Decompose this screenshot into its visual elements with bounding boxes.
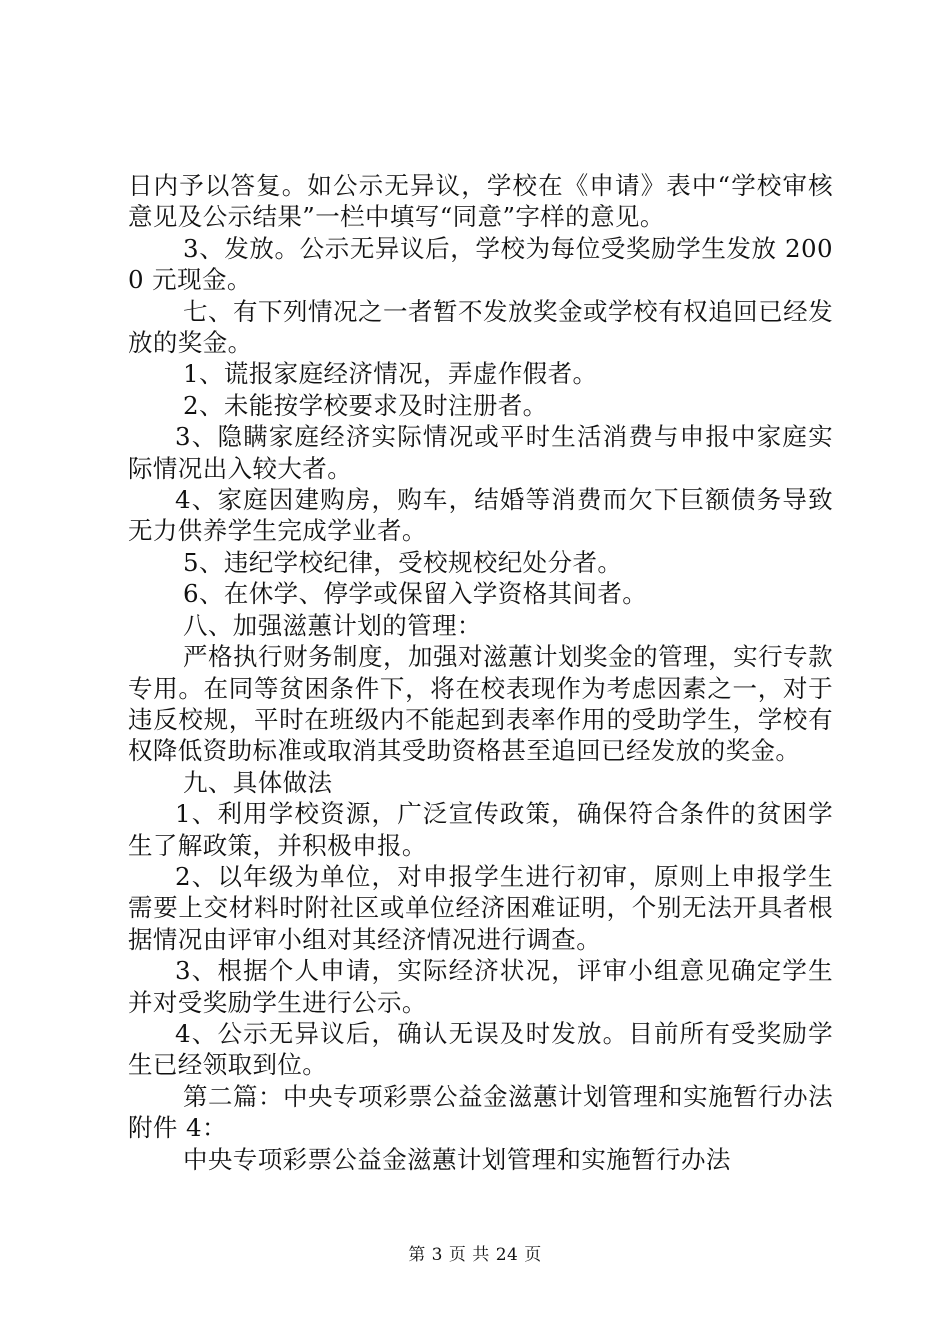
section-heading: 第二篇：中央专项彩票公益金滋蕙计划管理和实施暂行办法附件 4： [128, 1081, 833, 1143]
paragraph: 2、以年级为单位，对申报学生进行初审，原则上申报学生需要上交材料时附社区或单位经济困难证明，个别无法开具者根据情况由评审小组对其经济情况进行调查。 [128, 861, 833, 954]
section-heading: 八、加强滋蕙计划的管理： [183, 610, 482, 640]
document-title: 中央专项彩票公益金滋蕙计划管理和实施暂行办法 [183, 1144, 731, 1174]
section-heading: 九、具体做法 [183, 767, 333, 797]
paragraph: 6、在休学、停学或保留入学资格其间者。 [183, 579, 648, 609]
paragraph: 1、利用学校资源，广泛宣传政策，确保符合条件的贫困学生了解政策，并积极申报。 [128, 799, 833, 860]
paragraph: 3、隐瞒家庭经济实际情况或平时生活消费与申报中家庭实际情况出入较大者。 [128, 422, 833, 483]
paragraph: 4、家庭因建购房，购车，结婚等消费而欠下巨额债务导致无力供养学生完成学业者。 [128, 485, 833, 546]
page-footer [0, 1240, 950, 1265]
page-number: 第 3 页 共 24 页 [408, 1245, 542, 1265]
paragraph: 3、发放。公示无异议后，学校为每位受奖励学生发放 2000 元现金。 [128, 233, 833, 295]
paragraph: 2、未能按学校要求及时注册者。 [183, 390, 548, 420]
paragraph: 严格执行财务制度，加强对滋蕙计划奖金的管理，实行专款专用。在同等贫困条件下，将在校表现作为考虑因素之一，对于违反校规，平时在班级内不能起到表率作用的受助学生，学校有权降低资助标准或取消其受助资格甚至追回已经发放的奖金。 [128, 642, 833, 766]
paragraph: 4、公示无异议后，确认无误及时发放。目前所有受奖励学生已经领取到位。 [128, 1018, 833, 1080]
paragraph: 5、违纪学校纪律，受校规校纪处分者。 [183, 547, 623, 577]
paragraph: 七、有下列情况之一者暂不发放奖金或学校有权追回已经发放的奖金。 [128, 296, 833, 358]
paragraph: 3、根据个人申请，实际经济状况，评审小组意见确定学生并对受奖励学生进行公示。 [128, 956, 833, 1017]
paragraph: 1、谎报家庭经济情况，弄虚作假者。 [183, 359, 598, 389]
document-body [128, 170, 833, 1175]
paragraph: 日内予以答复。如公示无异议，学校在《申请》表中“学校审核意见及公示结果”一栏中填写“同意”字样的意见。 [128, 171, 833, 232]
